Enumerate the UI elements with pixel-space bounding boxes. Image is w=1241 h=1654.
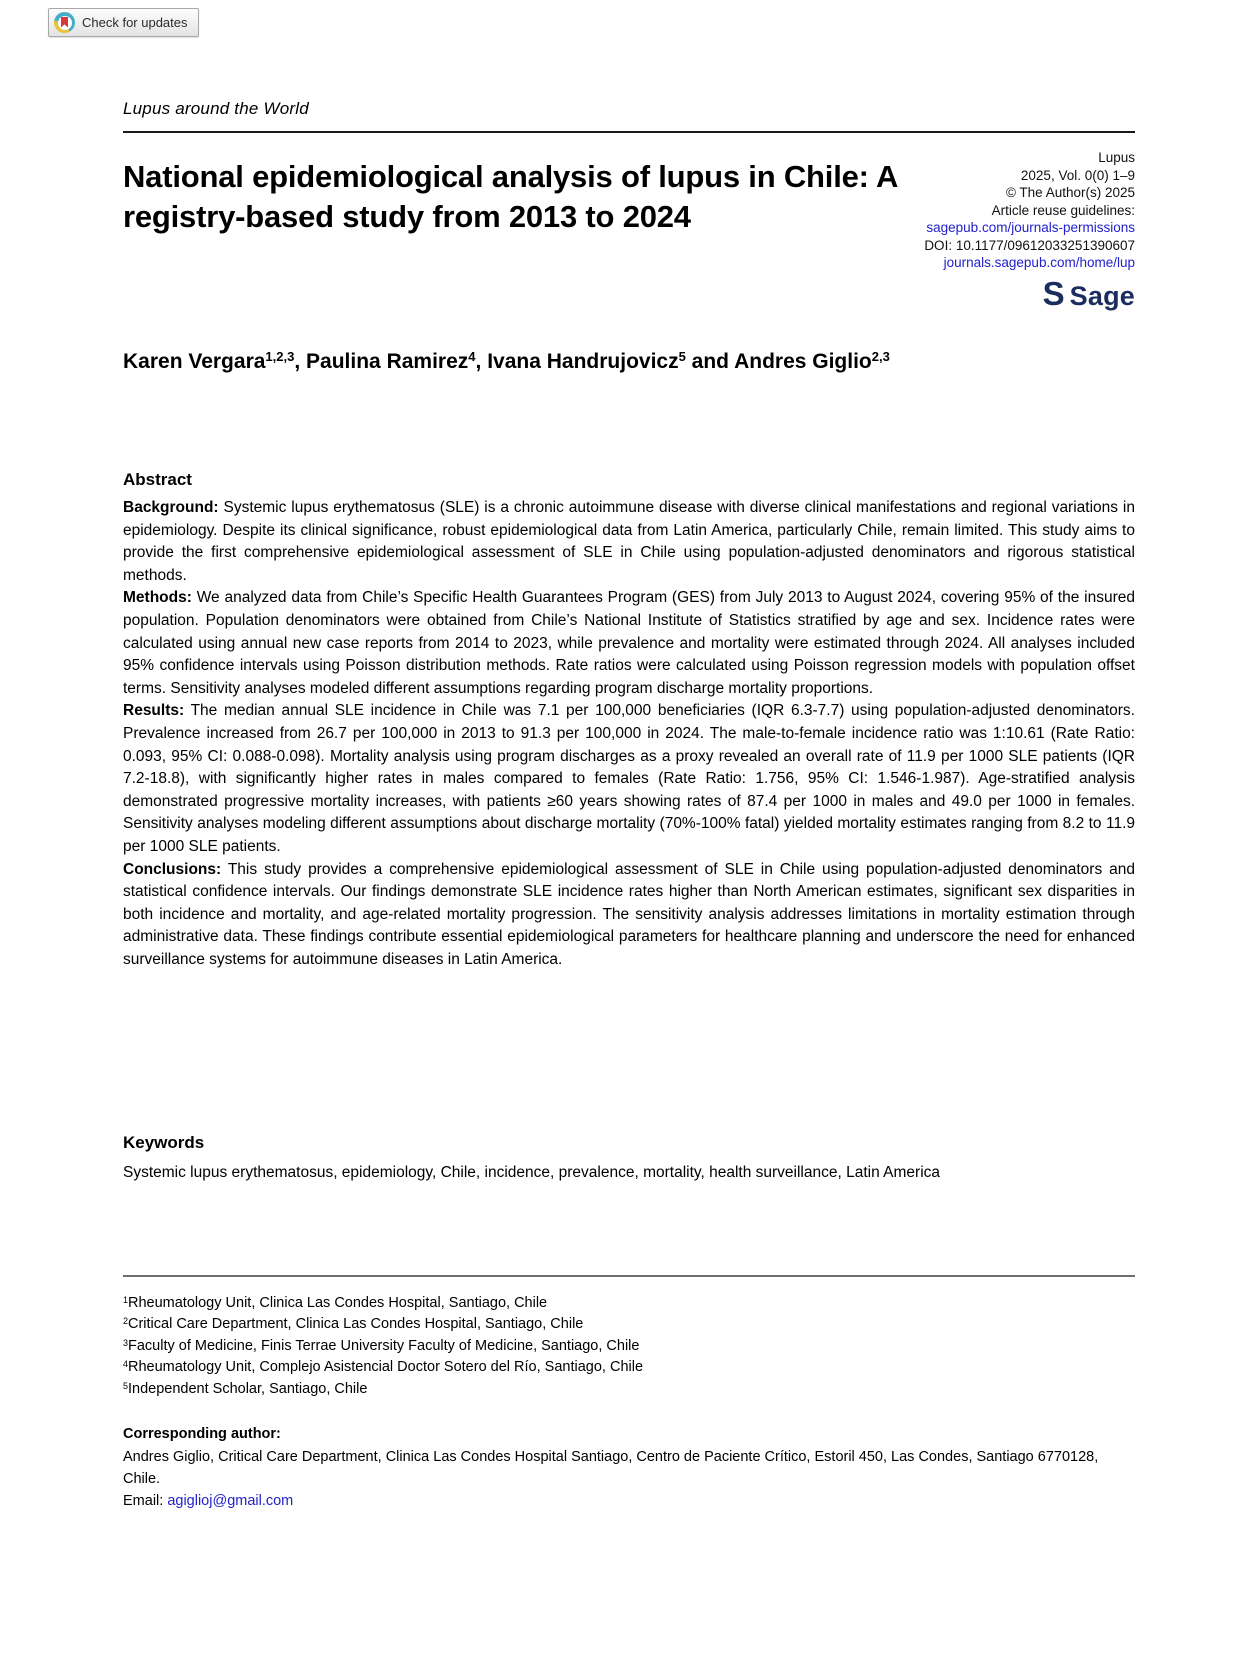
check-for-updates-label: Check for updates <box>82 15 188 30</box>
author-affiliation-sup: 4 <box>468 348 476 364</box>
abstract-results-label: Results: <box>123 702 185 720</box>
affiliation-item <box>123 1293 1135 1314</box>
keywords-heading: Keywords <box>123 1133 205 1152</box>
journal-volume: 2025, Vol. 0(0) 1–9 <box>1020 167 1135 183</box>
abstract-conclusions <box>123 859 1135 972</box>
email-label: Email: <box>123 1493 168 1510</box>
affiliation-text: Faculty of Medicine, Finis Terrae University Faculty of Medicine, Santiago, Chile <box>128 1337 640 1354</box>
check-for-updates-badge[interactable] <box>48 8 199 37</box>
bookmark-icon <box>61 17 68 28</box>
author-separator: , <box>294 350 307 373</box>
affiliation-item <box>123 1314 1135 1335</box>
journal-doi: DOI: 10.1177/09612033251390607 <box>924 237 1135 253</box>
author-affiliation-sup: 2,3 <box>871 348 890 364</box>
sage-wordmark: Sage <box>1069 280 1135 311</box>
affiliation-sup: 2 <box>123 1316 128 1327</box>
footnote-divider <box>123 1275 1135 1277</box>
abstract-section <box>123 470 1135 971</box>
sage-logo <box>835 274 1135 312</box>
affiliation-text: Independent Scholar, Santiago, Chile <box>128 1380 368 1397</box>
affiliation-sup: 4 <box>123 1359 128 1370</box>
affiliation-item <box>123 1336 1135 1357</box>
author: Andres Giglio <box>734 350 872 373</box>
affiliation-item <box>123 1379 1135 1400</box>
abstract-results-text: The median annual SLE incidence in Chile was 7.1 per 100,000 beneficiaries (IQR 6.3-7.7) using population-adjusted denominators. Prevalence increased from 26.7 per 100,000 in 2013 to 91.3 per 100,000 in 2024. The male-to-female incidence ratio was 1:10.61 (Rate Ratio: 0.093, 95% CI: 0.088-0.098). Mortality analysis using program discharges as a proxy revealed an overall rate of 11.9 per 1000 SLE patients (IQR 7.2-18.8), with significantly higher rates in males compared to females (Rate Ratio: 1.756, 95% CI: 1.546-1.987). Age-stratified analysis demonstrated progressive mortality increases, with patients ≥60 years showing rates of 87.4 per 1000 in males and 49.0 per 1000 in females. Sensitivity analyses modeling different assumptions about discharge mortality (70%-100% fatal) yielded mortality estimates ranging from 8.2 to 11.9 per 1000 SLE patients. <box>123 702 1135 855</box>
abstract-background-label: Background: <box>123 499 219 516</box>
permissions-link[interactable]: sagepub.com/journals-permissions <box>926 220 1135 235</box>
affiliation-sup: 3 <box>123 1337 128 1348</box>
author-separator: , <box>475 350 488 373</box>
sage-s-icon: S <box>1042 274 1065 312</box>
author: Paulina Ramirez <box>306 350 469 373</box>
section-label: Lupus around the World <box>123 99 309 118</box>
footnotes-section <box>123 1275 1135 1512</box>
corresponding-author-block <box>123 1423 1135 1512</box>
corresponding-author-heading: Corresponding author: <box>123 1426 281 1443</box>
authors-line <box>123 350 1135 374</box>
author: Karen Vergara <box>123 350 266 373</box>
abstract-conclusions-text: This study provides a comprehensive epidemiological assessment of SLE in Chile using population-adjusted denominators and statistical confidence intervals. Our findings demonstrate SLE incidence rates higher than North American estimates, significant sex disparities in both incidence and mortality, and age-related mortality progression. The sensitivity analysis addresses limitations in mortality estimation through administrative data. These findings contribute essential epidemiological parameters for healthcare planning and underscore the need for enhanced surveillance systems for autoimmune diseases in Latin America. <box>123 860 1136 968</box>
abstract-methods-text: We analyzed data from Chile’s Specific Health Guarantees Program (GES) from July 2013 to August 2024, covering 95% of the insured population. Population denominators were obtained from Chile’s National Institute of Statistics stratified by age and sex. Incidence rates were calculated using annual new case reports from 2014 to 2023, while prevalence and mortality were estimated through 2024. All analyses included 95% confidence intervals using Poisson distribution methods. Rate ratios were calculated using Poisson regression models with population offset terms. Sensitivity analyses modeled different assumptions regarding program discharge mortality proportions. <box>123 589 1135 697</box>
article-title: National epidemiological analysis of lupus in Chile: A registry-based study from 2013 to 2024 <box>123 159 898 234</box>
abstract-heading: Abstract <box>123 470 192 489</box>
journal-info-block <box>835 149 1135 310</box>
author-affiliation-sup: 1,2,3 <box>265 348 295 364</box>
affiliation-text: Rheumatology Unit, Complejo Asistencial Doctor Sotero del Río, Santiago, Chile <box>128 1359 644 1376</box>
affiliation-text: Critical Care Department, Clinica Las Condes Hospital, Santiago, Chile <box>128 1316 584 1333</box>
abstract-conclusions-label: Conclusions: <box>123 860 222 878</box>
keywords-section <box>123 1133 1135 1184</box>
corresponding-author-email-line <box>123 1490 1135 1512</box>
abstract-methods-label: Methods: <box>123 589 192 607</box>
abstract-background-text: Systemic lupus erythematosus (SLE) is a chronic autoimmune disease with diverse clinical manifestations and regional variations in epidemiology. Despite its clinical significance, robust epidemiological data from Latin America, particularly Chile, remain limited. This study aims to provide the first comprehensive epidemiological assessment of SLE in Chile using population-adjusted denominators and rigorous statistical methods. <box>123 499 1135 584</box>
affiliation-item <box>123 1357 1135 1378</box>
affiliation-sup: 5 <box>123 1380 128 1391</box>
author-affiliation-sup: 5 <box>678 348 686 364</box>
email-link[interactable]: agiglioj@gmail.com <box>167 1493 294 1510</box>
abstract-results <box>123 700 1135 858</box>
keywords-text: Systemic lupus erythematosus, epidemiology, Chile, incidence, prevalence, mortality, health surveillance, Latin America <box>123 1164 941 1181</box>
affiliation-sup: 1 <box>123 1294 128 1305</box>
author: Ivana Handrujovicz <box>487 350 679 373</box>
abstract-background <box>123 497 1135 587</box>
header-divider <box>123 131 1135 133</box>
corresponding-author-text: Andres Giglio, Critical Care Department, Clinica Las Condes Hospital Santiago, Centro de Paciente Crítico, Estoril 450, Las Condes, Santiago 6770128, Chile. <box>123 1449 1099 1488</box>
journal-name: Lupus <box>1098 150 1135 165</box>
author-separator: and <box>685 350 735 373</box>
journal-copyright: © The Author(s) 2025 <box>1005 185 1135 200</box>
affiliation-text: Rheumatology Unit, Clinica Las Condes Hospital, Santiago, Chile <box>128 1295 548 1311</box>
crossmark-icon <box>54 12 75 33</box>
journal-home-link[interactable]: journals.sagepub.com/home/lup <box>943 255 1135 270</box>
journal-reuse-line: Article reuse guidelines: <box>991 202 1135 218</box>
abstract-methods <box>123 587 1135 700</box>
